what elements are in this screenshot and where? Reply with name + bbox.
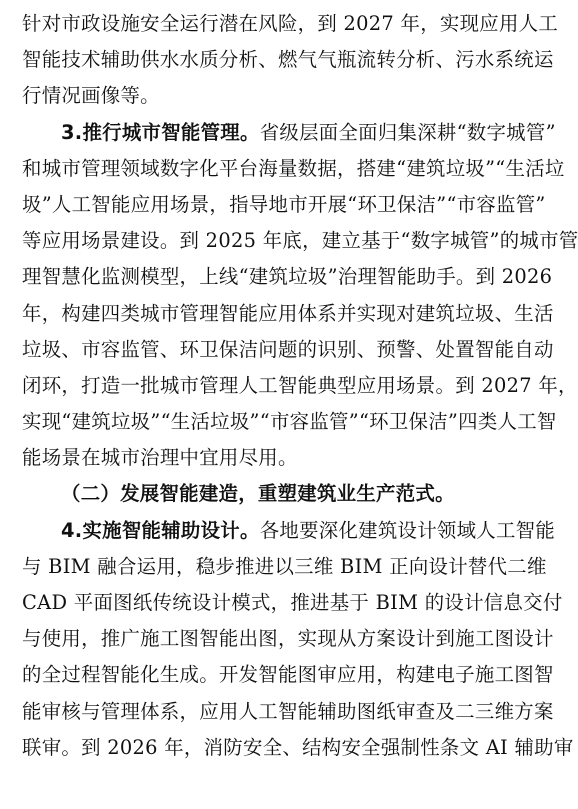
text-line-11: 闭环，打造一批城市管理人工智能典型应用场景。到 2027 年， (22, 373, 578, 397)
section-subheading-2: （二）发展智能建造，重塑建筑业生产范式。 (61, 482, 455, 506)
text-line-5: 和城市管理领域数字化平台海量数据，搭建“建筑垃圾”“生活垃 (22, 156, 565, 180)
text-line-12: 实现“建筑垃圾”“生活垃圾”“市容监管”“环卫保洁”四类人工智 (22, 410, 557, 434)
text-line-20: 能审核与管理体系，应用人工智能辅助图纸审查及二三维方案 (22, 699, 554, 723)
paragraph-3-first-line (22, 115, 556, 151)
text-line-17: CAD 平面图纸传统设计模式，推进基于 BIM 的设计信息交付 (22, 591, 563, 614)
text-line-7: 等应用场景建设。到 2025 年底，建立基于“数字城管”的城市管 (22, 229, 578, 253)
paragraph-3-first-text: 省级层面全面归集深耕“数字城管” (259, 120, 556, 144)
text-line-18: 与使用，推广施工图智能出图，实现从方案设计到施工图设计 (22, 627, 554, 651)
text-line-6: 圾”人工智能应用场景，指导地市开展“环卫保洁”“市容监管” (22, 192, 546, 216)
text-line-21: 联审。到 2026 年，消防安全、结构安全强制性条文 AI 辅助审 (22, 735, 574, 759)
text-line-2: 智能技术辅助供水水质分析、燃气气瓶流转分析、污水系统运 (22, 48, 554, 72)
paragraph-4-first-line (22, 513, 556, 549)
text-line-16: 与 BIM 融合运用，稳步推进以三维 BIM 正向设计替代二维 (22, 554, 547, 578)
text-line-3: 行情况画像等。 (22, 84, 160, 108)
paragraph-4-first-text: 各地要深化建筑设计领域人工智能 (259, 518, 556, 542)
text-line-13: 能场景在城市治理中宜用尽用。 (22, 446, 298, 470)
section-heading-4: 4.实施智能辅助设计。 (61, 518, 260, 542)
text-line-9: 年，构建四类城市管理智能应用体系并实现对建筑垃圾、生活 (22, 301, 554, 325)
text-line-8: 理智慧化监测模型，上线“建筑垃圾”治理智能助手。到 2026 (22, 265, 553, 289)
text-line-10: 垃圾、市容监管、环卫保洁问题的识别、预警、处置智能自动 (22, 337, 554, 361)
text-line-1: 针对市政设施安全运行潜在风险，到 2027 年，实现应用人工 (22, 12, 559, 35)
section-heading-3: 3.推行城市智能管理。 (61, 120, 260, 144)
text-line-19: 的全过程智能化生成。开发智能图审应用，构建电子施工图智 (22, 663, 554, 687)
